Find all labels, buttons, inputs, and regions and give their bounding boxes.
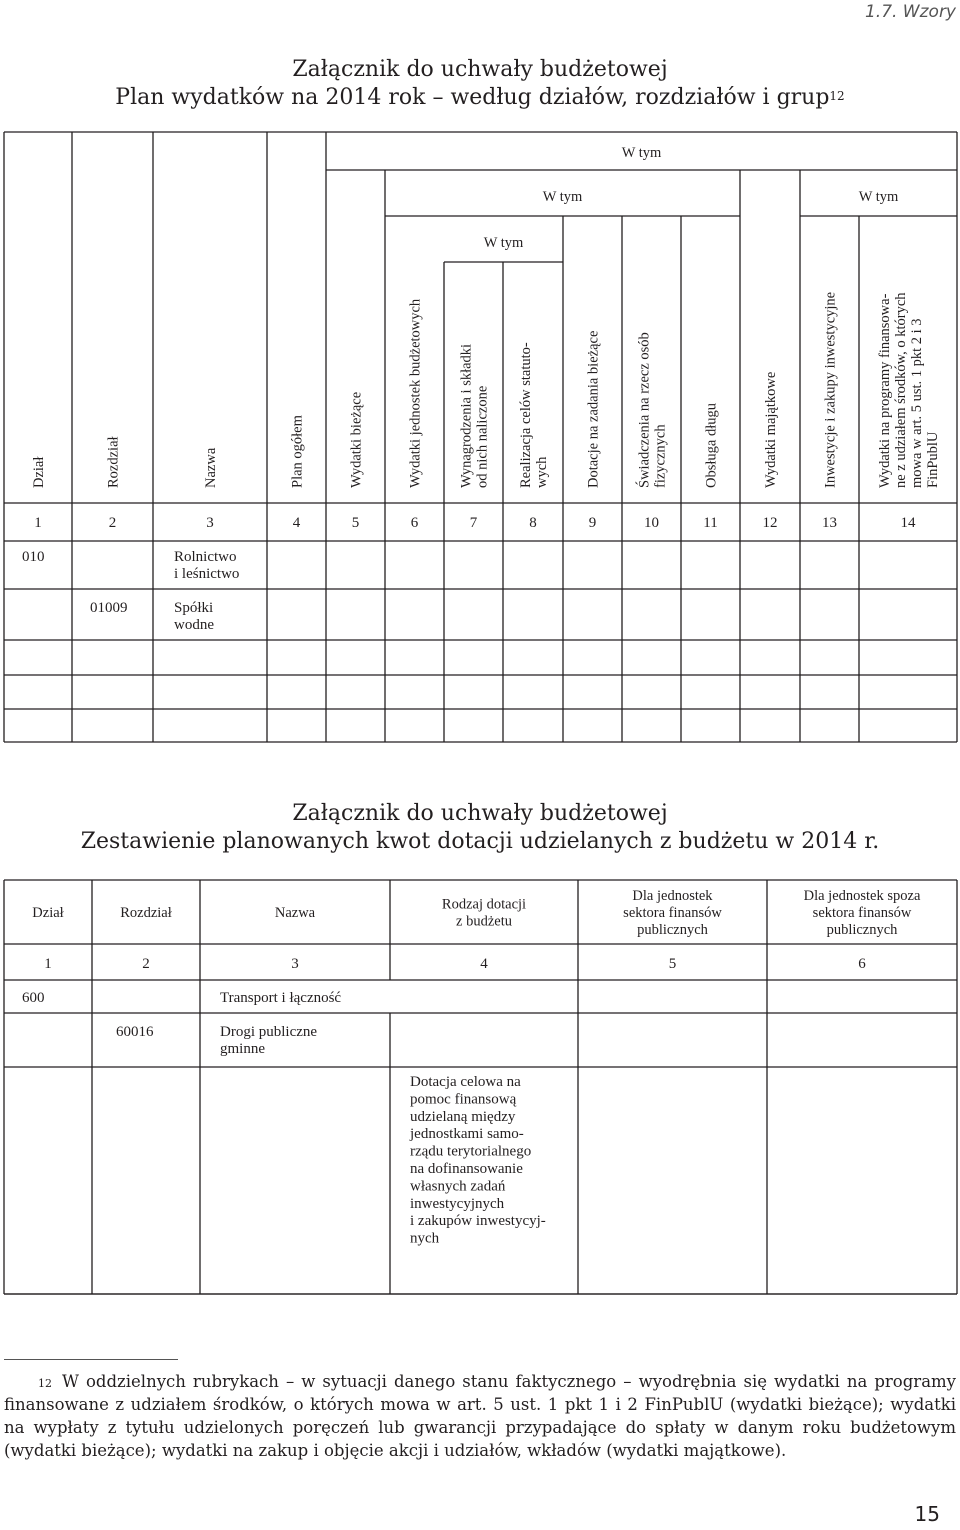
column-header: Inwestycje i zakupy inwestycyjne	[822, 291, 839, 488]
w-tym-label: W tym	[542, 189, 583, 205]
nazwa-cell: Transport i łączność	[220, 990, 342, 1006]
column-header: Rodzaj dotacji z budżetu	[441, 896, 527, 930]
dotacje-table	[0, 874, 960, 1304]
footnote-number: 12	[38, 1377, 52, 1390]
w-tym-label: W tym	[621, 145, 662, 161]
column-number: 9	[588, 515, 597, 531]
column-header: Świadczenia na rzecz osóbfizycznych	[636, 332, 669, 488]
footnote	[4, 1370, 956, 1462]
column-number: 6	[858, 956, 866, 972]
plan-wydatkow-table	[0, 128, 960, 748]
column-header: Dział	[32, 905, 64, 921]
nazwa-cell: Spółki wodne	[174, 600, 214, 633]
column-header: Wydatki bieżące	[348, 391, 365, 488]
nazwa-cell: Drogi publiczne gminne	[220, 1024, 318, 1057]
column-number: 13	[822, 515, 837, 531]
dzial-cell: 600	[22, 990, 45, 1006]
w-tym-label: W tym	[858, 189, 899, 205]
column-number: 6	[410, 515, 419, 531]
column-number: 10	[644, 515, 659, 531]
footnote-ref: 12	[829, 89, 845, 103]
column-header: Dział	[31, 456, 47, 488]
rozdzial-cell: 01009	[90, 600, 128, 616]
column-number: 1	[44, 956, 52, 972]
column-header: Wydatki majątkowe	[763, 371, 779, 488]
running-head: 1.7. Wzory	[864, 2, 956, 22]
table1-title-line1: Załącznik do uchwały budżetowej	[292, 57, 668, 82]
table2-title-line2: Zestawienie planowanych kwot dotacji udzielanych z budżetu w 2014 r.	[80, 829, 880, 854]
column-header: Nazwa	[203, 447, 219, 488]
column-header: Obsługa długu	[703, 403, 720, 488]
footnote-text: W oddzielnych rubrykach – w sytuacji danego stanu faktycznego – wyodrębnia się wydatki na programy finansowane z udziałem środków, o których mowa w art. 5 ust. 1 pkt 1 i 2 FinPublU (wydatki bieżące); wydatki na wypłaty z tytułu udzielonych poręczeń lub gwarancji przypadające do spłaty w danym roku budżetowym (wydatki bieżące); wydatki na zakup i objęcie akcji i udziałów, wkładów (wydatki majątkowe).	[4, 1372, 956, 1460]
column-number: 5	[351, 515, 360, 531]
column-header: Dla jednostek spoza sektora finansów publicznych	[803, 888, 921, 938]
column-number: 4	[292, 515, 301, 531]
table2-title-line1: Załącznik do uchwały budżetowej	[292, 801, 668, 826]
w-tym-label: W tym	[483, 235, 524, 251]
footnote-rule	[4, 1359, 178, 1360]
column-header: Rozdział	[120, 905, 172, 921]
nazwa-cell: Rolnictwo i leśnictwo	[174, 549, 240, 582]
rodzaj-dotacji-cell: Dotacja celowa na pomoc finansową udzielaną między jednostkami samo-rządu terytorialnego na dofinansowanie własnych zadań inwestycyjnych i zakupów inwestycyj-nych	[410, 1074, 546, 1247]
column-header: Rozdział	[105, 436, 122, 488]
column-header: Wydatki na programy finansowa-ne z udziałem środków, o którychmowa w art. 5 ust. 1 pkt 2 i 3FinPublU	[877, 292, 941, 488]
column-header: Dotacje na zadania bieżące	[585, 330, 602, 488]
column-number: 2	[142, 956, 150, 972]
column-header: Wydatki jednostek budżetowych	[407, 298, 424, 488]
column-number: 7	[469, 515, 478, 531]
column-number: 12	[762, 515, 778, 531]
table1-title-line2: Plan wydatków na 2014 rok – według działów, rozdziałów i grup$^{12}$	[115, 85, 845, 110]
column-header: Realizacja celów statuto-wych	[518, 342, 550, 488]
rozdzial-cell: 60016	[116, 1024, 154, 1040]
column-number: 4	[480, 956, 488, 972]
column-header: Dla jednostek sektora finansów publicznych	[623, 888, 722, 938]
column-number: 11	[703, 515, 718, 531]
column-number: 5	[668, 956, 677, 972]
column-header: Plan ogółem	[289, 415, 306, 488]
table1-title	[0, 56, 960, 112]
column-number: 1	[34, 515, 42, 531]
dzial-cell: 010	[22, 549, 45, 565]
column-number: 3	[291, 956, 299, 972]
column-number: 14	[900, 515, 916, 531]
column-number: 8	[529, 515, 537, 531]
column-header: Nazwa	[274, 905, 316, 921]
page-number: 15	[914, 1502, 940, 1526]
column-header: Wynagrodzenia i składkiod nich naliczone	[458, 343, 491, 488]
column-number: 2	[108, 515, 117, 531]
column-number: 3	[206, 515, 214, 531]
table2-title	[0, 800, 960, 856]
